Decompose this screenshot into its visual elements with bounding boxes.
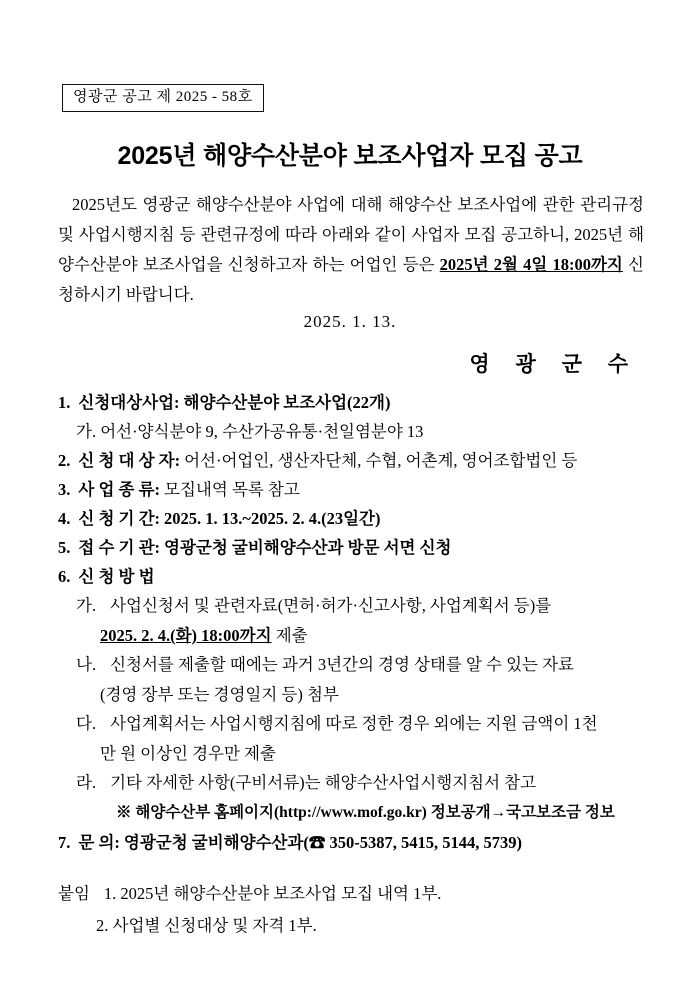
item-4-label: 신 청 기 간: (78, 509, 161, 528)
item-2-value: 어선·어업인, 생산자단체, 수협, 어촌계, 영어조합법인 등 (184, 451, 578, 470)
item-4-number: 4. (58, 509, 71, 528)
attachments-line-2 (96, 910, 658, 942)
item-6-sub-c-marker: 다. (76, 714, 97, 733)
list-item-5 (58, 533, 658, 562)
intro-line-4-prefix: 어업인 등은 (349, 255, 440, 274)
item-6-number: 6. (58, 567, 71, 586)
item-6-sub-a-deadline: 2025. 2. 4.(화) 18:00까지 (100, 626, 272, 645)
item-6-sub-c-line2: 만 원 이상인 경우만 제출 (100, 744, 276, 763)
attachment-item-1: 1. 2025년 해양수산분야 보조사업 모집 내역 1부. (103, 884, 442, 903)
item-6-sub-b (76, 650, 678, 680)
item-1-value: 해양수산분야 보조사업(22개) (183, 393, 391, 412)
items-list (58, 388, 658, 857)
item-6-sub-d (76, 768, 678, 798)
item-5-label: 접 수 기 관: (78, 538, 161, 557)
page-title: 2025년 해양수산분야 보조사업자 모집 공고 (117, 142, 583, 170)
list-item-6 (58, 562, 658, 591)
item-6-sub-a-line2 (100, 621, 658, 650)
item-6-sub-a-suffix: 제출 (271, 626, 308, 645)
list-item-1 (58, 388, 658, 417)
item-5-value: 영광군청 굴비해양수산과 방문 서면 신청 (164, 538, 452, 557)
intro-paragraph (58, 190, 644, 310)
list-item-3 (58, 475, 658, 504)
item-2-number: 2. (58, 451, 71, 470)
list-item-4 (58, 504, 658, 533)
item-6-note: ※ 해양수산부 홈페이지(http://www.mof.go.kr) 정보공개→국고보조금 정보 (116, 804, 615, 821)
item-6-sub-b-marker: 나. (76, 655, 97, 674)
signature-authority: 영 광 군 수 (469, 353, 638, 376)
intro-deadline-emphasis: 2025년 2월 4일 18:00까지 (439, 255, 623, 274)
item-6-sub-d-text: 기타 자세한 사항(구비서류)는 해양수산사업시행지침서 참고 (110, 773, 537, 792)
item-1-label: 신청대상사업: (78, 393, 180, 412)
item-1-sub-1: 가. 어선·양식분야 9, 수산가공유통·천일염분야 13 (76, 422, 424, 441)
item-6-sub-d-marker: 라. (76, 773, 97, 792)
item-6-sub-c-text: 사업계획서는 사업시행지침에 따로 정한 경우 외에는 지원 금액이 1천 (110, 714, 598, 733)
item-1-number: 1. (58, 393, 71, 412)
item-6-sub-b-line2: (경영 장부 또는 경영일지 등) 첨부 (100, 685, 339, 704)
intro-line-4-suffix: 신청하시기 바랍니다. (58, 255, 644, 304)
item-6-sub-a (76, 591, 678, 621)
item-6-sub-a-marker: 가. (76, 596, 97, 615)
notice-number: 영광군 공고 제 2025 - 58호 (62, 84, 264, 112)
intro-line-2: 관리규정 및 사업시행지침 등 관련규정에 따라 아래와 같이 사업자 (58, 195, 644, 244)
attachments-label: 붙임 (58, 884, 90, 903)
list-item-2 (58, 446, 658, 475)
attachment-item-2: 2. 사업별 신청대상 및 자격 1부. (96, 916, 317, 935)
item-6-sub-b-text: 신청서를 제출할 때에는 과거 3년간의 경영 상태를 알 수 있는 자료 (110, 655, 574, 674)
issue-date: 2025. 1. 13. (303, 312, 397, 331)
intro-line-1: 2025년도 영광군 해양수산분야 사업에 대해 해양수산 보조사업에 관한 (72, 195, 575, 214)
notice-number-container (62, 84, 264, 112)
item-7-value: 영광군청 굴비해양수산과(☎ 350-5387, 5415, 5144, 5739) (123, 833, 522, 852)
item-7-number: 7. (58, 833, 71, 852)
item-2-label: 신 청 대 상 자: (78, 451, 181, 470)
item-3-label: 사 업 종 류: (78, 480, 161, 499)
item-4-value: 2025. 1. 13.~2025. 2. 4.(23일간) (164, 509, 381, 528)
attachments-section (58, 878, 658, 942)
list-item-7 (58, 828, 658, 857)
item-5-number: 5. (58, 538, 71, 557)
item-6-sub-a-text: 사업신청서 및 관련자료(면허·허가·신고사항, 사업계획서 등)를 (110, 596, 552, 615)
item-3-value: 모집내역 목록 참고 (164, 480, 300, 499)
item-3-number: 3. (58, 480, 71, 499)
intro-line-3: 모집 공고하니, 2025년 해양수산분야 보조사업을 신청하고자 하는 (58, 225, 645, 274)
item-6-label: 신 청 방 법 (78, 567, 155, 586)
attachments-line-1 (58, 878, 658, 910)
item-7-label: 문 의: (78, 833, 120, 852)
item-6-sub-c (76, 709, 678, 739)
